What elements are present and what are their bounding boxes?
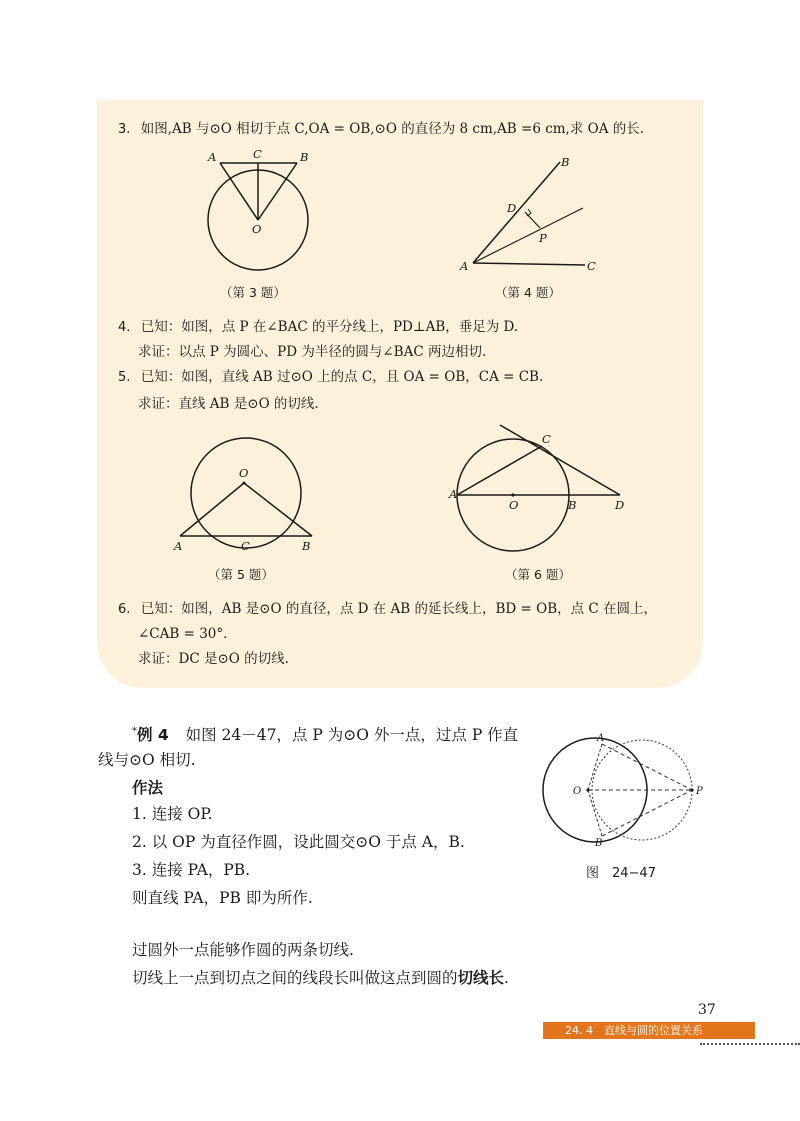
- section-title: 24. 4 直线与圆的位置关系: [565, 1024, 703, 1037]
- fig3-caption: （第 3 题）: [220, 285, 286, 300]
- summary-line-1: 过圆外一点能够作圆的两条切线.: [132, 941, 354, 959]
- figure-3: [200, 145, 330, 275]
- fig2447-caption: 图 24−47: [586, 866, 656, 881]
- fig5-label-a: A: [174, 539, 183, 553]
- exercise-5-prove: 求证：直线 AB 是⊙O 的切线.: [138, 396, 319, 412]
- example-label: 例 4: [137, 726, 169, 745]
- fig6-label-a: A: [449, 487, 458, 501]
- example-4-heading: *例 4 如图 24－47，点 P 为⊙O 外一点，过点 P 作直: [132, 726, 519, 745]
- fig5-caption: （第 5 题）: [208, 567, 274, 582]
- fig6-label-o: O: [509, 498, 519, 512]
- fig4-label-c: C: [587, 259, 596, 273]
- fig5-label-b: B: [302, 539, 311, 553]
- summary-line-2: 切线上一点到切点之间的线段长叫做这点到圆的切线长.: [132, 969, 509, 987]
- figure-6: [445, 425, 635, 555]
- figure-4: [455, 150, 615, 275]
- fig4-label-p: P: [539, 231, 547, 245]
- fig4-label-d: D: [507, 201, 517, 215]
- fig6-label-c: C: [542, 432, 551, 446]
- fig2447-label-a: A: [597, 733, 605, 744]
- fig2447-label-o: O: [573, 786, 582, 797]
- step-3: 3. 连接 PA，PB.: [132, 861, 251, 879]
- fig3-label-c: C: [253, 147, 262, 161]
- term-tangent-length: 切线长: [457, 969, 505, 987]
- fig5-label-o: O: [239, 466, 249, 480]
- exercise-6: 6. 已知：如图，AB 是⊙O 的直径，点 D 在 AB 的延长线上，BD = OB，点 C 在圆上，: [118, 601, 658, 617]
- exercise-3: 3. 如图,AB 与⊙O 相切于点 C,OA = OB,⊙O 的直径为 8 cm,AB =6 cm,求 OA 的长.: [118, 121, 645, 137]
- exercise-6-prove: 求证：DC 是⊙O 的切线.: [138, 651, 289, 667]
- fig2447-label-p: P: [696, 786, 703, 797]
- step-2: 2. 以 OP 为直径作圆，设此圆交⊙O 于点 A，B.: [132, 833, 465, 851]
- fig4-label-b: B: [561, 155, 570, 169]
- figure-5: [170, 430, 320, 555]
- page-number: 37: [698, 1002, 716, 1018]
- fig4-caption: （第 4 题）: [495, 285, 561, 300]
- fig2447-label-b: B: [595, 838, 603, 849]
- fig6-label-d: D: [615, 498, 625, 512]
- figure-24-47: [540, 730, 720, 850]
- fig4-label-a: A: [460, 259, 469, 273]
- footer-divider: [700, 1043, 800, 1045]
- conclusion: 则直线 PA，PB 即为所作.: [132, 889, 313, 907]
- exercise-4-prove: 求证：以点 P 为圆心、PD 为半径的圆与∠BAC 两边相切.: [138, 344, 487, 360]
- step-1: 1. 连接 OP.: [132, 805, 213, 823]
- exercise-6-given-2: ∠CAB = 30°.: [138, 626, 228, 642]
- method-title: 作法: [132, 779, 164, 797]
- example-4-line2: 线与⊙O 相切.: [98, 751, 196, 769]
- fig3-label-o: O: [252, 222, 262, 236]
- fig5-label-c: C: [241, 539, 250, 553]
- fig6-caption: （第 6 题）: [505, 567, 571, 582]
- exercise-4: 4. 已知：如图，点 P 在∠BAC 的平分线上，PD⊥AB，垂足为 D.: [118, 319, 519, 335]
- fig3-label-a: A: [208, 150, 217, 164]
- exercise-5: 5. 已知：如图，直线 AB 过⊙O 上的点 C，且 OA = OB，CA = CB.: [118, 369, 544, 385]
- fig3-label-b: B: [300, 150, 309, 164]
- section-bar: [543, 1022, 755, 1039]
- fig6-label-b: B: [568, 498, 577, 512]
